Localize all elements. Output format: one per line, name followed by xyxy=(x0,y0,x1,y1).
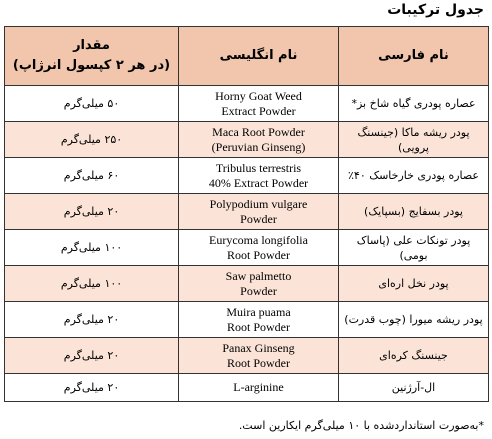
table-row xyxy=(5,194,489,230)
english-line1: Muira puama xyxy=(226,304,291,319)
english-line1: Polypodium vulgare xyxy=(209,196,308,211)
cell-english-name xyxy=(179,86,339,122)
english-line2: Root Powder xyxy=(227,355,290,370)
english-line2: Powder xyxy=(240,283,277,298)
english-line1: Tribulus terrestris xyxy=(215,160,302,175)
cell-amount: ۲۰ میلی‌گرم xyxy=(5,194,179,230)
header-amount xyxy=(5,27,179,86)
header-farsi-name: نام فارسی xyxy=(339,27,489,86)
cell-english-name xyxy=(179,302,339,338)
cell-farsi-name: پودر نخل اره‌ای xyxy=(339,266,489,302)
table-row xyxy=(5,338,489,374)
cell-amount: ۱۰۰ میلی‌گرم xyxy=(5,230,179,266)
cell-english-name xyxy=(179,266,339,302)
cell-english-name xyxy=(179,338,339,374)
table-header-row xyxy=(5,27,489,86)
cell-farsi-name: ال-آرژنین xyxy=(339,374,489,402)
english-line1: Horny Goat Weed xyxy=(215,88,302,103)
cell-english-name xyxy=(179,374,339,402)
english-line2: 40% Extract Powder xyxy=(208,175,309,190)
cell-farsi-name: پودر بسفایج (بسپایک) xyxy=(339,194,489,230)
table-row xyxy=(5,158,489,194)
cell-amount: ۲۰ میلی‌گرم xyxy=(5,338,179,374)
cell-farsi-name: جینسنگ کره‌ای xyxy=(339,338,489,374)
ingredients-table xyxy=(4,26,489,402)
header-amount-line2: (در هر ۲ کپسول انرژاپ) xyxy=(12,58,171,73)
english-line1: L-arginine xyxy=(233,380,284,394)
cell-amount: ۲۰ میلی‌گرم xyxy=(5,374,179,402)
cell-amount: ۲۰ میلی‌گرم xyxy=(5,302,179,338)
cell-farsi-name: پودر تونکات علی (پاساک بومی) xyxy=(339,230,489,266)
english-line1: Saw palmetto xyxy=(225,268,292,283)
header-amount-line1: مقدار xyxy=(73,38,110,53)
table-row xyxy=(5,302,489,338)
table-row xyxy=(5,230,489,266)
cell-amount: ۶۰ میلی‌گرم xyxy=(5,158,179,194)
table-row xyxy=(5,374,489,402)
english-line1: Maca Root Powder xyxy=(212,124,305,139)
english-line1: Panax Ginseng xyxy=(222,340,295,355)
cell-farsi-name: عصاره پودری خارخاسک ۴۰٪ xyxy=(339,158,489,194)
cell-english-name xyxy=(179,194,339,230)
english-line2: Extract Powder xyxy=(221,103,296,118)
table-row xyxy=(5,266,489,302)
ingredients-table-wrapper xyxy=(4,26,488,402)
cell-english-name xyxy=(179,122,339,158)
cell-farsi-name: پودر ریشه ماکا (جینسنگ پرویی) xyxy=(339,122,489,158)
cell-farsi-name: عصاره پودری گیاه شاخ بز* xyxy=(339,86,489,122)
cell-farsi-name: پودر ریشه میورا (چوب قدرت) xyxy=(339,302,489,338)
english-line1: Eurycoma longifolia xyxy=(209,232,308,247)
cell-amount: ۲۵۰ میلی‌گرم xyxy=(5,122,179,158)
cell-english-name xyxy=(179,158,339,194)
cell-english-name xyxy=(179,230,339,266)
header-english-name: نام انگلیسی xyxy=(179,27,339,86)
table-row xyxy=(5,86,489,122)
english-line2: Powder xyxy=(240,211,277,226)
cell-amount: ۱۰۰ میلی‌گرم xyxy=(5,266,179,302)
page-title: جدول ترکیبات xyxy=(387,2,484,18)
english-line2: (Peruvian Ginseng) xyxy=(211,139,306,154)
footnote: *به‌صورت استانداردشده با ۱۰ میلی‌گرم ایکارین است. xyxy=(238,419,484,432)
english-line2: Root Powder xyxy=(227,247,290,262)
english-line2: Root Powder xyxy=(227,319,290,334)
table-row xyxy=(5,122,489,158)
cell-amount: ۵۰ میلی‌گرم xyxy=(5,86,179,122)
